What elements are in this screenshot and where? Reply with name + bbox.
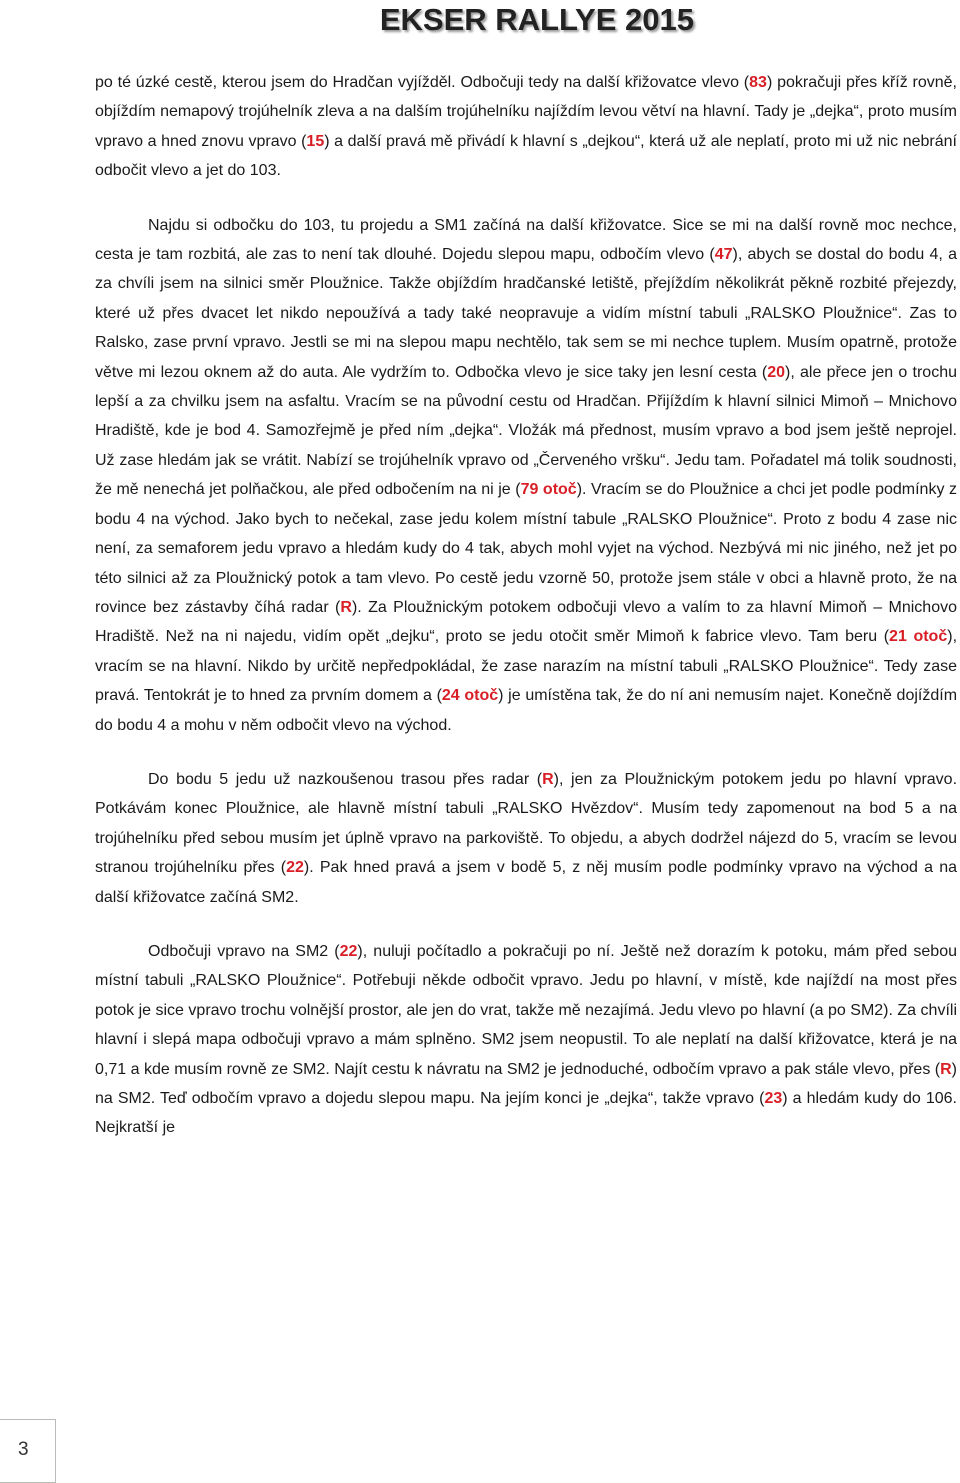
document-title: EKSER RALLYE 2015 bbox=[379, 2, 694, 37]
control-reference: 22 bbox=[339, 942, 358, 960]
paragraph-text: po té úzké cestě, kterou jsem do Hradčan vyjížděl. Odbočuji tedy na další křižovatce vlevo ( bbox=[95, 74, 750, 91]
paragraph-text: ) a hledám kudy do 106. Nejkratší je bbox=[95, 1090, 957, 1137]
paragraph bbox=[95, 765, 957, 912]
control-reference: R bbox=[340, 598, 352, 616]
paragraph bbox=[95, 937, 957, 1143]
paragraph bbox=[95, 211, 957, 740]
paragraph-text: Do bodu 5 jedu už nazkoušenou trasou přes radar ( bbox=[148, 770, 543, 788]
paragraph-text: ). Pak hned pravá a jsem v bodě 5, z něj musím podle podmínky vpravo na východ a na další křižovatce začíná SM2. bbox=[95, 859, 958, 906]
paragraph-text: ). Vracím se do Ploužnice a chci jet podle podmínky z bodu 4 na východ. Jako bych to nečekal, zase jedu kolem místní tabule „RALSKO Ploužnice“. Proto z bodu 4 zase nic není, za semaforem jedu vpravo a hledám kudy do 4 tak, abych mohl vyjet na východ. Nezbývá mi nic jiného, než jet po této silnici až za Ploužnický potok a tam vlevo. Po cestě jedu vzorně 50, protože jsem stále v obci a hlavně proto, že na rovince bez zástavby číhá radar ( bbox=[95, 481, 958, 616]
control-reference: 22 bbox=[286, 859, 304, 877]
paragraph-text: ), abych se dostal do bodu 4, a za chvíli jsem na silnici směr Ploužnice. Takže objíždím hradčanské letiště, přejíždím několikrát pěkně rozbité přejezdy, které už přes dvacet let nikdo nepoužívá a tady také neopravuje a vidím místní tabuli „RALSKO Ploužnice“. Zas to Ralsko, zase první vpravo. Jestli se mi na slepou mapu nechtělo, tak sem se mi nechce tuplem. Musím opatrně, protože větve mi lezou oknem až do auta. Ale vydržím to. Odbočka vlevo je sice taky jen lesní cesta ( bbox=[95, 246, 958, 381]
paragraph-text: ) je umístěna tak, že do ní ani nemusím najet. Konečně dojíždím do bodu 4 a mohu v něm odbočit vlevo na východ. bbox=[95, 687, 958, 734]
paragraph-text: ), jen za Ploužnickým potokem jedu po hlavní vpravo. Potkávám konec Ploužnice, ale hlavně místní tabuli „RALSKO Hvězdov“. Musím tedy zapomenout na bod 5 a na trojúhelníku před sebou musím jet úplně vpravo na parkoviště. To objedu, a abych dodržel nájezd do 5, vracím se levou stranou trojúhelníku přes ( bbox=[95, 770, 958, 877]
control-reference: R bbox=[940, 1060, 952, 1078]
control-reference: R bbox=[542, 770, 554, 788]
paragraph-text: ). Za Ploužnickým potokem odbočuji vlevo a valím to za hlavní Mimoň – Mnichovo Hradiště. Než na ni najedu, vidím opět „dejku“, proto se jedu otočit směr Mimoň k fabrice vlevo. Tam beru ( bbox=[95, 598, 957, 646]
control-reference: 21 otoč bbox=[889, 628, 948, 646]
control-reference: 47 bbox=[714, 246, 733, 264]
paragraph bbox=[95, 68, 957, 186]
paragraph-text: ), nuluji počítadlo a pokračuji po ní. Ještě než dorazím k potoku, mám před sebou místní tabuli „RALSKO Ploužnice“. Potřebuji někde odbočit vpravo. Jedu po hlavní, v místě, kde najíždí na most přes potok je sice vpravo trochu volnější prostor, ale jen do vrat, takže mě nezajímá. Jedu vlevo po hlavní (a po SM2). Za chvíli hlavní i slepá mapa odbočuji vpravo a mám splněno. SM2 jsem neopustil. To ale neplatí na další křižovatce, která je na 0,71 a kde musím rovně ze SM2. Najít cestu k návratu na SM2 je jednoduché, odbočím vpravo a pak stále vlevo, přes ( bbox=[95, 942, 957, 1078]
control-reference: 15 bbox=[306, 132, 325, 150]
paragraph-text: ) pokračuji přes kříž rovně, objíždím nemapový trojúhelník zleva a na dalším trojúhelníku najíždím levou větví na hlavní. Tady je „dejka“, proto musím vpravo a hned znovu vpravo ( bbox=[95, 74, 957, 150]
control-reference: 20 bbox=[767, 363, 785, 381]
control-reference: 24 otoč bbox=[441, 687, 499, 705]
paragraph-text: Odbočuji vpravo na SM2 ( bbox=[148, 942, 340, 960]
paragraph-text: Najdu si odbočku do 103, tu projedu a SM1 začíná na další křižovatce. Sice se mi na další rovně moc nechce, cesta je tam rozbitá, ale zas to není tak dlouhé. Dojedu slepou mapu, odbočím vlevo ( bbox=[95, 216, 957, 264]
page-number: 3 bbox=[18, 1439, 29, 1460]
paragraph-text: ) na SM2. Teď odbočím vpravo a dojedu slepou mapu. Na jejím konci je „dejka“, takže vpravo ( bbox=[95, 1060, 957, 1107]
control-reference: 83 bbox=[749, 74, 767, 91]
control-reference: 79 otoč bbox=[520, 481, 577, 499]
paragraph-text: ), vracím se na hlavní. Nikdo by určitě nepředpokládal, že zase narazím na místní tabuli „RALSKO Ploužnice“. Tedy zase pravá. Tentokrát je to hned za prvním domem a ( bbox=[95, 628, 958, 705]
document-body bbox=[95, 68, 957, 1143]
paragraph-text: ), ale přece jen o trochu lepší a za chvilku jsem na asfaltu. Vracím se na původní cestu od Hradčan. Přijíždím k hlavní silnici Mimoň – Mnichovo Hradiště, kde je bod 4. Samozřejmě je před ním „dejka“. Vložák má přednost, musím vpravo a bod jsem ještě neprojel. Už zase hledám jak se vrátit. Nabízí se trojúhelník vpravo od „Červeného vršku“. Jedu tam. Pořadatel má tolik soudnosti, že mě nenechá jet polňačkou, ale před odbočením na ni je ( bbox=[95, 363, 957, 499]
paragraph-text: ) a další pravá mě přivádí k hlavní s „dejkou“, která už ale neplatí, proto mi už nic nebrání odbočit vlevo a jet do 103. bbox=[95, 132, 957, 180]
control-reference: 23 bbox=[764, 1090, 783, 1107]
